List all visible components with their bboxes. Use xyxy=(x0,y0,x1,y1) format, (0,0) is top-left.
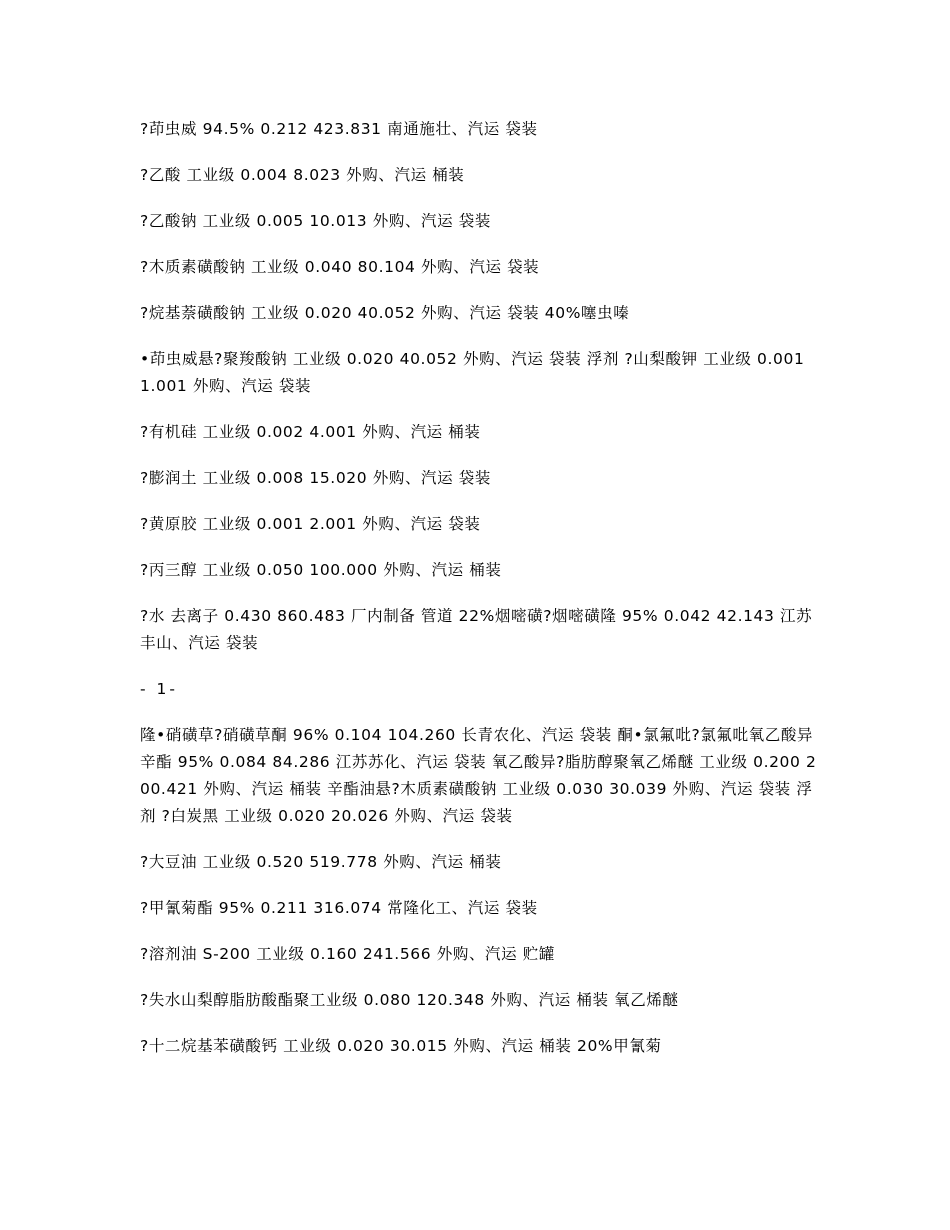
paragraph-5: ?烷基萘磺酸钠 工业级 0.020 40.052 外购、汽运 袋装 40%噻虫嗪 xyxy=(140,304,630,322)
paragraph-8: ?膨润土 工业级 0.008 15.020 外购、汽运 袋装 xyxy=(140,469,491,487)
page-number: - 1- xyxy=(140,680,178,698)
paragraph-10: ?丙三醇 工业级 0.050 100.000 外购、汽运 桶装 xyxy=(140,561,502,579)
paragraph-7: ?有机硅 工业级 0.002 4.001 外购、汽运 桶装 xyxy=(140,423,481,441)
paragraph-14: ?甲氰菊酯 95% 0.211 316.074 常隆化工、汽运 袋装 xyxy=(140,899,538,917)
paragraph-11: ?水 去离子 0.430 860.483 厂内制备 管道 22%烟嘧磺?烟嘧磺隆 95% 0.042 42.143 江苏丰山、汽运 袋装 xyxy=(140,607,813,652)
paragraph-9: ?黄原胶 工业级 0.001 2.001 外购、汽运 袋装 xyxy=(140,515,481,533)
paragraph-1: ?茚虫威 94.5% 0.212 423.831 南通施壮、汽运 袋装 xyxy=(140,120,538,138)
paragraph-15: ?溶剂油 S-200 工业级 0.160 241.566 外购、汽运 贮罐 xyxy=(140,945,555,963)
paragraph-17: ?十二烷基苯磺酸钙 工业级 0.020 30.015 外购、汽运 桶装 20%甲氰菊 xyxy=(140,1037,662,1055)
paragraph-2: ?乙酸 工业级 0.004 8.023 外购、汽运 桶装 xyxy=(140,166,465,184)
paragraph-4: ?木质素磺酸钠 工业级 0.040 80.104 外购、汽运 袋装 xyxy=(140,258,540,276)
paragraph-6: •茚虫威悬?聚羧酸钠 工业级 0.020 40.052 外购、汽运 袋装 浮剂 ?山梨酸钾 工业级 0.001 1.001 外购、汽运 袋装 xyxy=(140,350,805,395)
paragraph-12: 隆•硝磺草?硝磺草酮 96% 0.104 104.260 长青农化、汽运 袋装 酮•氯氟吡?氯氟吡氧乙酸异辛酯 95% 0.084 84.286 江苏苏化、汽运 袋装 氧乙酸异?脂肪醇聚氧乙烯醚 工业级 0.200 200.421 外购、汽运 桶装 辛酯油悬?木质素磺酸钠 工业级 0.030 30.039 外购、汽运 袋装 浮剂 ?白炭黑 工业级 0.020 20.026 外购、汽运 袋装 xyxy=(140,726,817,825)
paragraph-3: ?乙酸钠 工业级 0.005 10.013 外购、汽运 袋装 xyxy=(140,212,491,230)
paragraph-16: ?失水山梨醇脂肪酸酯聚工业级 0.080 120.348 外购、汽运 桶装 氧乙烯醚 xyxy=(140,991,679,1009)
paragraph-13: ?大豆油 工业级 0.520 519.778 外购、汽运 桶装 xyxy=(140,853,502,871)
